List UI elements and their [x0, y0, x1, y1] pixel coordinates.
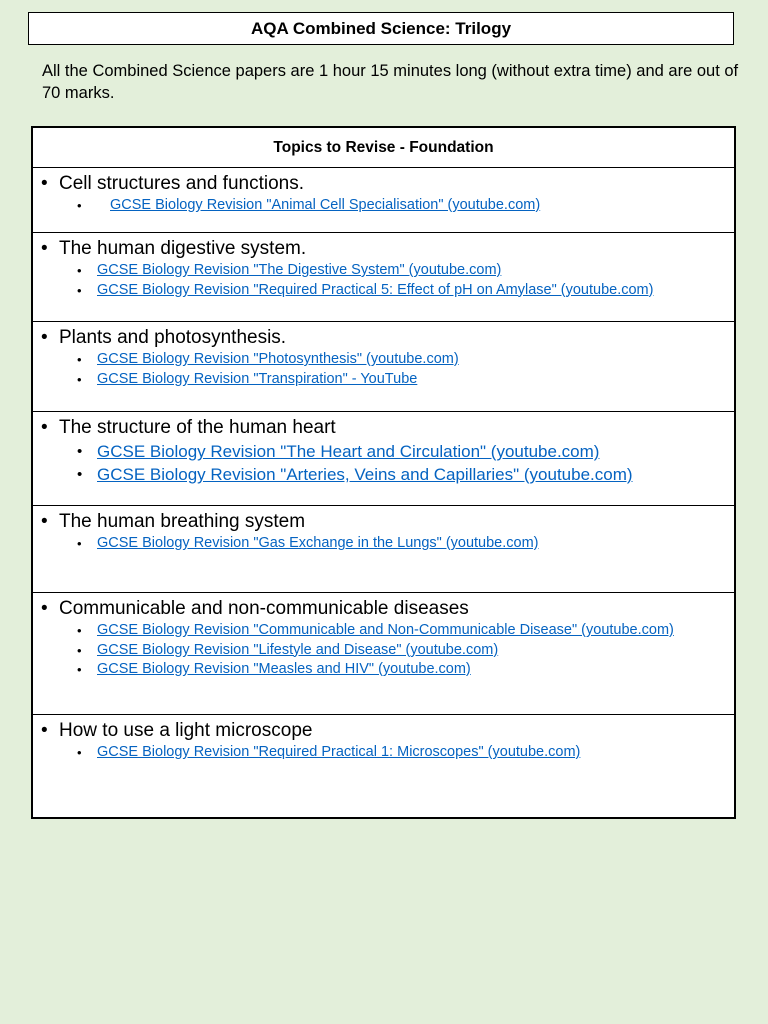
list-item [33, 440, 734, 463]
topic-item [33, 510, 734, 534]
document-title: AQA Combined Science: Trilogy [28, 12, 734, 45]
bullet-icon: • [77, 443, 83, 460]
topic-label: How to use a light microscope [59, 720, 313, 741]
list-item [33, 660, 734, 680]
video-link[interactable]: GCSE Biology Revision "The Digestive System" (youtube.com) [97, 262, 502, 278]
bullet-icon: • [41, 173, 48, 194]
video-link[interactable]: GCSE Biology Revision "The Heart and Circulation" (youtube.com) [97, 442, 600, 461]
topic-item [33, 719, 734, 743]
video-link[interactable]: GCSE Biology Revision "Transpiration" - YouTube [97, 370, 418, 387]
topic-row-diseases [33, 593, 734, 715]
link-list [33, 261, 734, 300]
list-item [33, 350, 734, 370]
topic-row-breathing-system [33, 506, 734, 593]
topic-item [33, 597, 734, 621]
bullet-icon: • [41, 417, 48, 438]
video-link[interactable]: GCSE Biology Revision "Photosynthesis" (youtube.com) [97, 351, 459, 367]
video-link[interactable]: GCSE Biology Revision "Lifestyle and Disease" (youtube.com) [97, 641, 499, 658]
bullet-icon: • [77, 371, 82, 387]
topics-table [31, 126, 736, 819]
link-list [33, 743, 734, 763]
video-link[interactable]: GCSE Biology Revision "Communicable and Non-Communicable Disease" (youtube.com) [97, 622, 674, 638]
list-item [33, 621, 734, 641]
table-header: Topics to Revise - Foundation [33, 128, 734, 168]
topic-row-human-heart [33, 412, 734, 506]
list-item [33, 534, 734, 554]
topic-row-light-microscope [33, 715, 734, 817]
bullet-icon: • [41, 511, 48, 532]
list-item [33, 463, 734, 486]
bullet-icon: • [77, 745, 82, 760]
topic-row-photosynthesis [33, 322, 734, 412]
bullet-icon: • [41, 720, 48, 741]
bullet-icon: • [77, 662, 82, 677]
video-link[interactable]: GCSE Biology Revision "Required Practical 5: Effect of pH on Amylase" (youtube.com) [97, 281, 654, 298]
bullet-icon: • [41, 327, 48, 348]
link-list [33, 440, 734, 486]
list-item [33, 743, 734, 763]
link-list [33, 534, 734, 554]
bullet-icon: • [41, 238, 48, 259]
video-link[interactable]: GCSE Biology Revision "Arteries, Veins and Capillaries" (youtube.com) [97, 465, 633, 484]
link-list [33, 621, 734, 680]
topic-label: The human digestive system. [59, 238, 307, 259]
topic-row-cell-structures [33, 168, 734, 233]
list-item [33, 641, 734, 661]
link-list [33, 350, 734, 389]
bullet-icon: • [77, 282, 82, 298]
bullet-icon: • [77, 198, 82, 213]
link-list [33, 196, 734, 216]
video-link[interactable]: GCSE Biology Revision "Animal Cell Specialisation" (youtube.com) [110, 197, 541, 213]
bullet-icon: • [77, 466, 83, 483]
video-link[interactable]: GCSE Biology Revision "Gas Exchange in the Lungs" (youtube.com) [97, 535, 539, 551]
bullet-icon: • [77, 642, 82, 658]
list-item [33, 281, 734, 301]
bullet-icon: • [41, 598, 48, 619]
list-item [33, 370, 734, 390]
topic-row-digestive-system [33, 233, 734, 322]
video-link[interactable]: GCSE Biology Revision "Required Practical 1: Microscopes" (youtube.com) [97, 744, 581, 760]
video-link[interactable]: GCSE Biology Revision "Measles and HIV" (youtube.com) [97, 661, 471, 677]
topic-label: Cell structures and functions. [59, 173, 305, 194]
topic-item [33, 172, 734, 196]
intro-text: All the Combined Science papers are 1 hour 15 minutes long (without extra time) and are out of 70 marks. [42, 62, 739, 102]
list-item [33, 196, 734, 216]
topic-label: Plants and photosynthesis. [59, 327, 287, 348]
bullet-icon: • [77, 263, 82, 278]
bullet-icon: • [77, 623, 82, 638]
list-item [33, 261, 734, 281]
topic-label: The structure of the human heart [59, 417, 336, 438]
topic-item [33, 326, 734, 350]
topic-label: The human breathing system [59, 511, 306, 532]
topic-item [33, 416, 734, 440]
bullet-icon: • [77, 536, 82, 551]
topic-label: Communicable and non-communicable diseases [59, 598, 469, 619]
bullet-icon: • [77, 352, 82, 367]
topic-item [33, 237, 734, 261]
